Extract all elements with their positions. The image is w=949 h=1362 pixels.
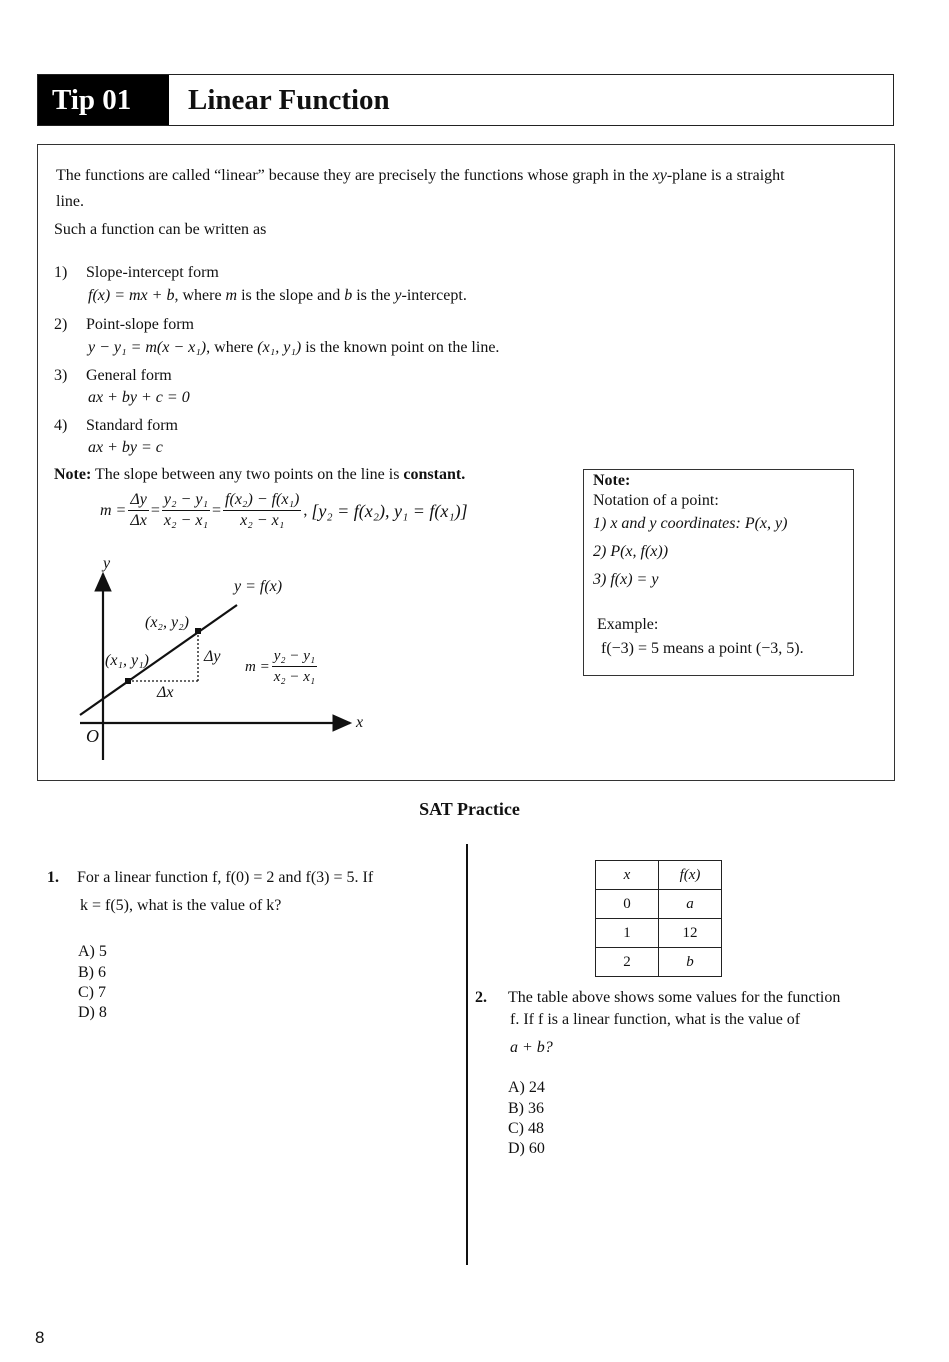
numerator: Δy <box>128 490 149 511</box>
denominator: x₂ − x₁ <box>273 669 316 685</box>
desc: -intercept. <box>401 287 467 304</box>
form-number: 1) <box>54 264 68 281</box>
intro-text: The functions are called “linear” because they are precisely the functions whose graph in the <box>56 167 649 184</box>
form-1-heading <box>54 263 219 283</box>
q2-choice-a[interactable]: A) 24 <box>508 1079 545 1096</box>
example-label: Example: <box>597 616 659 633</box>
note-item-2: 2) P(x, f(x)) <box>593 543 669 560</box>
slope-note <box>54 465 465 485</box>
form-2-heading <box>54 315 194 335</box>
var-m: m <box>225 287 238 304</box>
denominator: x₂ − x₁ <box>240 512 285 529</box>
formula: ax + by = c <box>88 439 163 456</box>
xy-variable: xy <box>652 167 667 184</box>
intro-line-3: Such a function can be written as <box>54 221 267 238</box>
slope-formula <box>100 490 468 531</box>
intro-line-2: line. <box>56 193 84 210</box>
form-3-formula <box>88 388 190 408</box>
fraction-coords <box>162 490 210 531</box>
q2-choice-b[interactable]: B) 36 <box>508 1100 544 1117</box>
form-3-heading <box>54 366 172 386</box>
note-label: Note: <box>54 466 92 483</box>
form-2-formula <box>88 338 499 358</box>
point-1 <box>125 678 131 684</box>
y-axis-label: y <box>103 555 111 572</box>
point-1-label: (x₁, y₁) <box>105 652 149 669</box>
cell-x: 2 <box>596 948 659 977</box>
formula: ax + by + c = 0 <box>88 389 190 406</box>
cell-x: 1 <box>596 919 659 948</box>
question-1-line-1 <box>47 868 373 888</box>
intro-text-cont: -plane is a straight <box>666 167 785 184</box>
note-box-title: Note: <box>593 472 631 489</box>
cell-x: 0 <box>596 890 659 919</box>
curve-label: y = f(x) <box>234 578 283 595</box>
denominator: Δx <box>130 512 147 529</box>
question-text: For a linear function f, f(0) = 2 and f(3) = 5. If <box>77 869 374 886</box>
sat-practice-title: SAT Practice <box>419 799 520 819</box>
table-row <box>596 919 722 948</box>
values-table <box>595 860 722 977</box>
m-equals: m = <box>100 501 127 519</box>
formula: y − y₁ = m(x − x₁) <box>88 339 207 356</box>
cell-fx: 12 <box>659 919 722 948</box>
intro-line-1 <box>56 166 785 186</box>
q1-choice-c[interactable]: C) 7 <box>78 984 106 1001</box>
desc: is the known point on the line. <box>305 339 500 356</box>
cell-fx: a <box>659 890 722 919</box>
form-number: 2) <box>54 316 68 333</box>
bracket-definition: [y₂ = f(x₂), y₁ = f(x₁)] <box>311 500 468 521</box>
page-number: 8 <box>35 1328 45 1347</box>
desc: , where <box>174 287 222 304</box>
table-header-row <box>596 861 722 890</box>
origin-label: O <box>86 726 99 746</box>
question-text: The table above shows some values for the function <box>508 989 841 1006</box>
point-2-label: (x₂, y₂) <box>145 614 189 631</box>
question-1-line-2: k = f(5), what is the value of k? <box>80 897 282 914</box>
delta-x-label: Δx <box>157 684 174 701</box>
form-4-heading <box>54 416 178 436</box>
tip-badge: Tip 01 <box>38 75 169 125</box>
note-box-subtitle: Notation of a point: <box>593 492 719 509</box>
var-y: y <box>394 287 402 304</box>
denominator: x₂ − x₁ <box>163 512 209 529</box>
column-divider <box>466 844 468 1265</box>
m-equals: m = <box>245 658 270 675</box>
q1-choice-b[interactable]: B) 6 <box>78 964 106 981</box>
delta-y-label: Δy <box>204 648 221 665</box>
form-name: General form <box>86 367 172 384</box>
equals: = <box>212 501 222 519</box>
form-name: Slope-intercept form <box>86 264 219 281</box>
header-fx: f(x) <box>659 861 722 890</box>
fraction-delta <box>128 490 149 531</box>
question-2-line-1 <box>475 988 840 1008</box>
tip-header <box>37 74 894 126</box>
tip-title: Linear Function <box>188 84 390 116</box>
formula: f(x) = mx + b <box>88 287 175 304</box>
equals: = <box>150 501 160 519</box>
question-number: 2. <box>475 989 487 1006</box>
comma: , <box>303 501 312 519</box>
q1-choice-a[interactable]: A) 5 <box>78 943 107 960</box>
numerator: y₂ − y₁ <box>162 490 210 511</box>
graph-slope-formula <box>245 646 319 687</box>
q2-choice-c[interactable]: C) 48 <box>508 1120 544 1137</box>
example-text: f(−3) = 5 means a point (−3, 5). <box>601 640 804 657</box>
x-axis-label: x <box>356 714 364 731</box>
question-2-line-3: a + b? <box>510 1039 553 1056</box>
form-name: Standard form <box>86 417 178 434</box>
q1-choice-d[interactable]: D) 8 <box>78 1004 107 1021</box>
point-2 <box>195 628 201 634</box>
form-name: Point-slope form <box>86 316 194 333</box>
numerator: f(x₂) − f(x₁) <box>223 490 301 511</box>
form-number: 4) <box>54 417 68 434</box>
numerator: y₂ − y₁ <box>272 646 317 667</box>
point: (x₁, y₁) <box>257 339 302 356</box>
table-row <box>596 890 722 919</box>
desc: is the slope and <box>241 287 341 304</box>
note-item-1: 1) x and y coordinates: P(x, y) <box>593 515 788 532</box>
table-row <box>596 948 722 977</box>
note-text: The slope between any two points on the line is <box>95 466 400 483</box>
form-4-formula <box>88 438 163 458</box>
var-b: b <box>344 287 353 304</box>
cell-fx: b <box>659 948 722 977</box>
desc: , where <box>206 339 254 356</box>
form-number: 3) <box>54 367 68 384</box>
desc: is the <box>356 287 391 304</box>
q2-choice-d[interactable]: D) 60 <box>508 1140 545 1157</box>
question-2-line-2: f. If f is a linear function, what is the value of <box>510 1011 801 1028</box>
graph-fraction <box>272 646 317 687</box>
question-number: 1. <box>47 869 59 886</box>
note-emphasis: constant. <box>403 466 466 483</box>
note-item-3: 3) f(x) = y <box>593 571 659 588</box>
fraction-function <box>223 490 301 531</box>
header-x: x <box>596 861 659 890</box>
form-1-formula <box>88 286 467 306</box>
